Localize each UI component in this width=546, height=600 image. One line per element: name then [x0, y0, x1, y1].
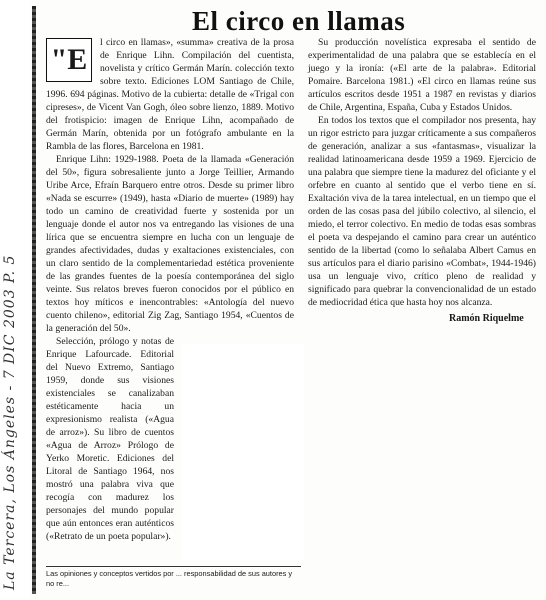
- disclaimer-footer: Las opiniones y conceptos vertidos por ... responsabilidad de sus autores y no re...: [46, 566, 301, 589]
- column-border: [32, 6, 36, 594]
- dropcap: "E: [46, 38, 92, 82]
- article-title: El circo en llamas: [192, 6, 406, 36]
- left-paragraph-3: Selección, prólogo y notas de Enrique Lafourcade. Editorial del Nuevo Extremo, Santiago 1959, donde sus visiones existenciales se canalizaban estéticamente hacia un expresionismo realista («Agua de arroz»). Su libro de cuentos «Agua de Arroz» Prólogo de Yerko Moretic. Ediciones del Litoral de Santiago 1964, nos mostró una palabra viva que recogía con madurez los personajes del mundo popular que aún entonces eran auténticos («Retrato de un poeta popular»).: [46, 336, 174, 542]
- left-paragraph-2: Enrique Lihn: 1929-1988. Poeta de la llamada «Generación del 50», figura sobresaliente junto a Jorge Teillier, Armando Uribe Arce, Efraín Barquero entre otros. Desde su primer libro «Nada se escurre» (1949), hasta «Diario de muerte» (1989) hay todo un camino de creatividad fuerte y sostenida por un lenguaje donde el autor nos va entregando las visiones de una lírica que se encuentra siempre en lucha con un lenguaje de grandes afectividades, dudas y exaltaciones existenciales, con un claro sentido de la complementariedad estética proveniente de las grandes fuentes de la poesía contemporánea del siglo veinte. Sus relatos breves fueron conocidos por el público en textos hoy míticos e inencontrables: «Antología del nuevo cuento chileno», editorial Zig Zag, Santiago 1954, «Cuentos de la generación del 50».: [46, 154, 294, 334]
- blank-photo-area: [181, 344, 304, 560]
- author-signature: Ramón Riquelme: [449, 313, 524, 324]
- right-paragraph-2: En todos los textos que el compilador nos presenta, hay un rigor estricto para juzgar críticamente a sus compañeros de generación, analizar a sus «fantasmas», visualizar la realidad latinoamericana desde 1959 a 1969. Ejercicio de una palabra que siempre tiene la madurez del oficiante y el orfebre en cuanto al sentido que el verbo tiene en sí. Exaltación viva de la tarea intelectual, en un tiempo que el orden de las cosas pasa del júbilo colectivo, al silencio, el miedo, el terror colectivo. En medio de todas esas sombras el poeta va despejando el camino para crear un auténtico sentido de la libertad (como lo señalaba Albert Camus en sus artículos para el diario parisino «Combat», 1944-1946) usa un lenguaje vivo, crítico pleno de realidad y significado para quebrar la convencionalidad de un estado de mediocridad ética que hasta hoy nos alcanza.: [308, 115, 536, 308]
- right-paragraph-1: Su producción novelística expresaba el sentido de experimentalidad de una palabra que se establecía en el juego y la ironía: («El arte de la palabra». Editorial Pomaire. Barcelona 1981.) «El circo en llamas reúne sus artículos escritos desde 1951 a 1987 en revistas y diarios de Chile, Argentina, España, Cuba y Estados Unidos.: [308, 37, 536, 113]
- right-column: [308, 36, 536, 309]
- left-paragraph-1: l circo en llamas», «summa» creativa de la prosa de Enrique Lihn. Compilación del cuentista, novelista y crítico Germán Marín. colección texto sobre texto. Ediciones LOM Santiago de Chile, 1996. 694 páginas. Motivo de la cubierta: detalle de «Trigal con cipreses», de Vicent Van Gogh, óleo sobre lienzo, 1889. Motivo del frotispicio: imagen de Enrique Lihn, acompañado de Germán Marín, obtenida por un fotógrafo ambulante en la Rambla de las flores, Barcelona en 1981.: [46, 37, 294, 152]
- handwritten-source-note: La Tercera, Los Ángeles - 7 DIC 2003 P. 5: [2, 254, 18, 590]
